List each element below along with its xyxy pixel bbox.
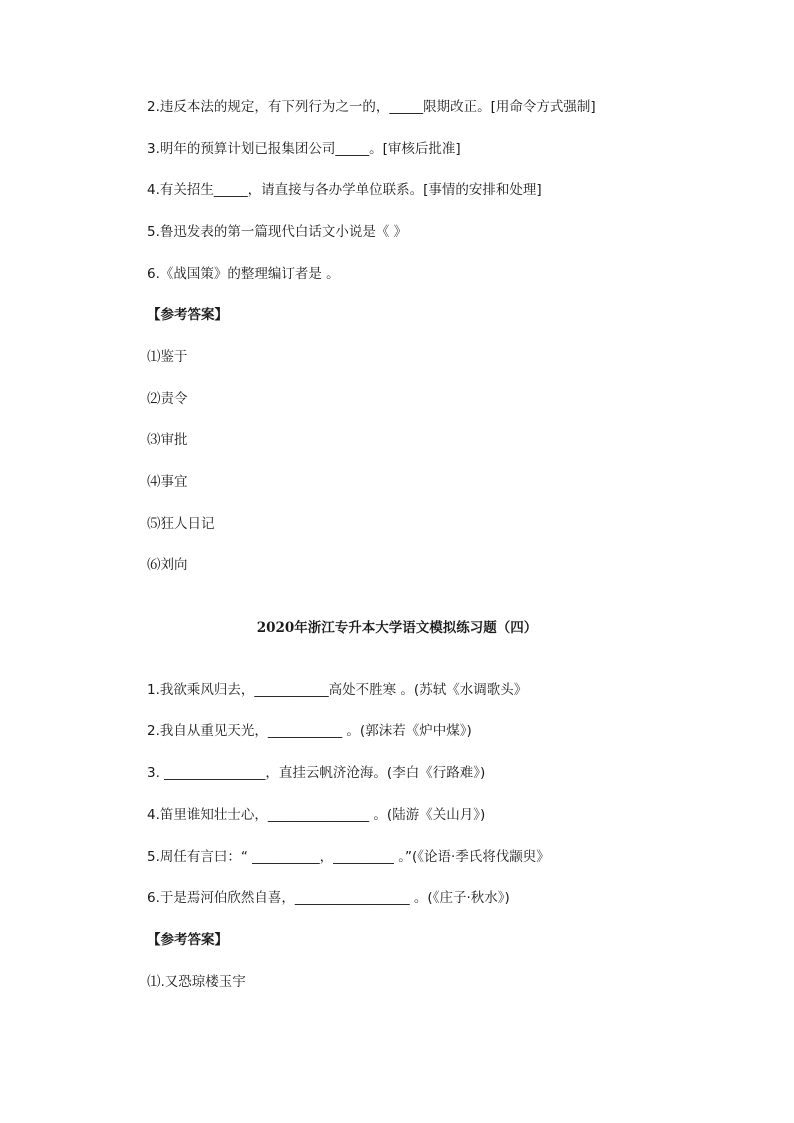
exercise-question-2: 2.我自从重见天光，___________ 。(郭沫若《炉中煤》) (147, 723, 472, 739)
question-3: 3.明年的预算计划已报集团公司_____。[审核后批准] (147, 141, 461, 157)
answer-4: ⑷事宜 (147, 474, 188, 490)
answer-1: ⑴鉴于 (147, 349, 188, 365)
answer-3: ⑶审批 (147, 432, 188, 448)
question-2: 2.违反本法的规定，有下列行为之一的，_____限期改正。[用命令方式强制] (147, 99, 596, 115)
exercise-question-1: 1.我欲乘风归去，___________高处不胜寒 。(苏轼《水调歌头》 (147, 682, 528, 698)
question-5: 5.鲁迅发表的第一篇现代白话文小说是《 》 (147, 224, 408, 240)
answer-5: ⑸狂人日记 (147, 516, 215, 532)
answer-6: ⑹刘向 (147, 557, 188, 573)
answer-heading: 【参考答案】 (147, 307, 228, 323)
question-4: 4.有关招生_____，请直接与各办学单位联系。[事情的安排和处理] (147, 182, 542, 198)
answer-2: ⑵责令 (147, 391, 188, 407)
exercise-answer-1: ⑴.又恐琼楼玉宇 (147, 974, 246, 990)
question-6: 6.《战国策》的整理编订者是 。 (147, 266, 340, 282)
exercise-question-3: 3. _______________，直挂云帆济沧海。(李白《行路难》) (147, 765, 486, 781)
exercise-question-6: 6.于是焉河伯欣然自喜，_________________ 。(《庄子·秋水》) (147, 890, 510, 906)
exercise-answer-heading: 【参考答案】 (147, 932, 228, 948)
exercise-question-5: 5.周任有言曰：“ __________，_________ 。”(《论语·季氏将伐颛臾》 (147, 849, 550, 865)
exercise-question-4: 4.笛里谁知壮士心，_______________ 。(陆游《关山月》) (147, 807, 486, 823)
section-title: 2020年浙江专升本大学语文模拟练习题（四） (256, 620, 538, 636)
